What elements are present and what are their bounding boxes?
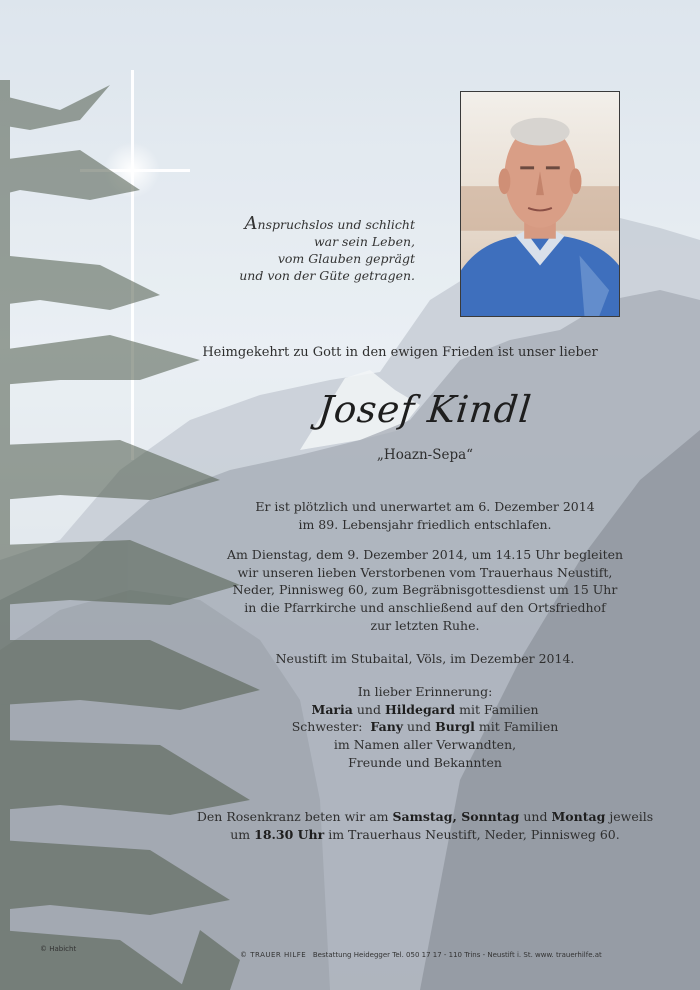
text-line: Neder, Pinnisweg 60, zum Begräbnisgottesdienst um 15 Uhr [232,582,618,598]
relation-label: Schwester: [291,719,363,735]
trauerhilfe-logo: © TRAUER HILFE [240,951,307,959]
place-and-date [170,650,680,668]
rosary-days: Samstag, Sonntag [392,809,520,824]
text-line: Freunde und Bekannten [348,754,502,770]
portrait-image [461,92,619,316]
funeral-home-contact: Bestattung Heidegger Tel. 050 17 17 - 110 Trins - Neustift i. St. www. trauerhilfe.at [312,951,602,959]
text-line: wir unseren lieben Verstorbenen vom Trauerhaus Neustift, [237,564,613,580]
photo-copyright: © Habicht [40,945,77,953]
quote-line: vom Glauben geprägt [277,251,415,266]
text-line: in die Pfarrkirche und anschließend auf den Ortsfriedhof [244,600,606,616]
death-announcement [170,498,680,533]
rosary-line-2 [170,826,680,844]
text-fragment: jeweils [609,809,654,824]
mourners-list [170,683,680,772]
memorial-quote [200,215,415,284]
intro-text: Heimgekehrt zu Gott in den ewigen Frieden ist unser lieber [202,345,598,360]
mourner-name: Burgl [435,719,475,735]
mourner-name: Hildegard [384,701,456,717]
deceased-name: Josef Kindl [316,388,534,431]
conjunction: und [407,719,432,735]
text-line: Neustift im Stubaital, Völs, im Dezember 2014. [275,651,575,666]
mourner-name: Maria [311,701,353,717]
mourners-sisters [170,718,680,736]
conjunction: und [356,701,381,717]
text-line: Er ist plötzlich und unerwartet am 6. Dezember 2014 [255,499,595,514]
rosary-announcement [170,808,680,843]
quote-line: war sein Leben, [313,234,415,249]
quote-line: Anspruchslos und schlicht [244,213,415,234]
mourner-name: Fany [370,719,404,735]
text-line: zur letzten Ruhe. [370,617,480,633]
conjunction: und [523,809,548,824]
rosary-day: Montag [551,809,606,824]
rosary-line-1 [170,808,680,826]
quote-line: und von der Güte getragen. [239,268,415,283]
funeral-details [170,546,680,635]
mourner-suffix: mit Familien [459,701,539,717]
funeral-home-footer [240,951,602,959]
text-line: im 89. Lebensjahr friedlich entschlafen. [298,516,552,532]
text-fragment: im Trauerhaus Neustift, Neder, Pinnisweg 60. [328,826,620,842]
mourners-daughters [170,701,680,719]
text-line: Am Dienstag, dem 9. Dezember 2014, um 14.15 Uhr begleiten [226,547,624,562]
memory-heading: In lieber Erinnerung: [357,684,493,699]
text-line: im Namen aller Verwandten, [333,737,517,753]
text-fragment: um [230,826,251,842]
text-fragment: Den Rosenkranz beten wir am [196,809,389,824]
deceased-nickname: „Hoazn-Sepa“ [376,447,474,463]
portrait-photo [460,91,620,317]
mourner-suffix: mit Familien [478,719,559,735]
rosary-time: 18.30 Uhr [254,826,325,842]
